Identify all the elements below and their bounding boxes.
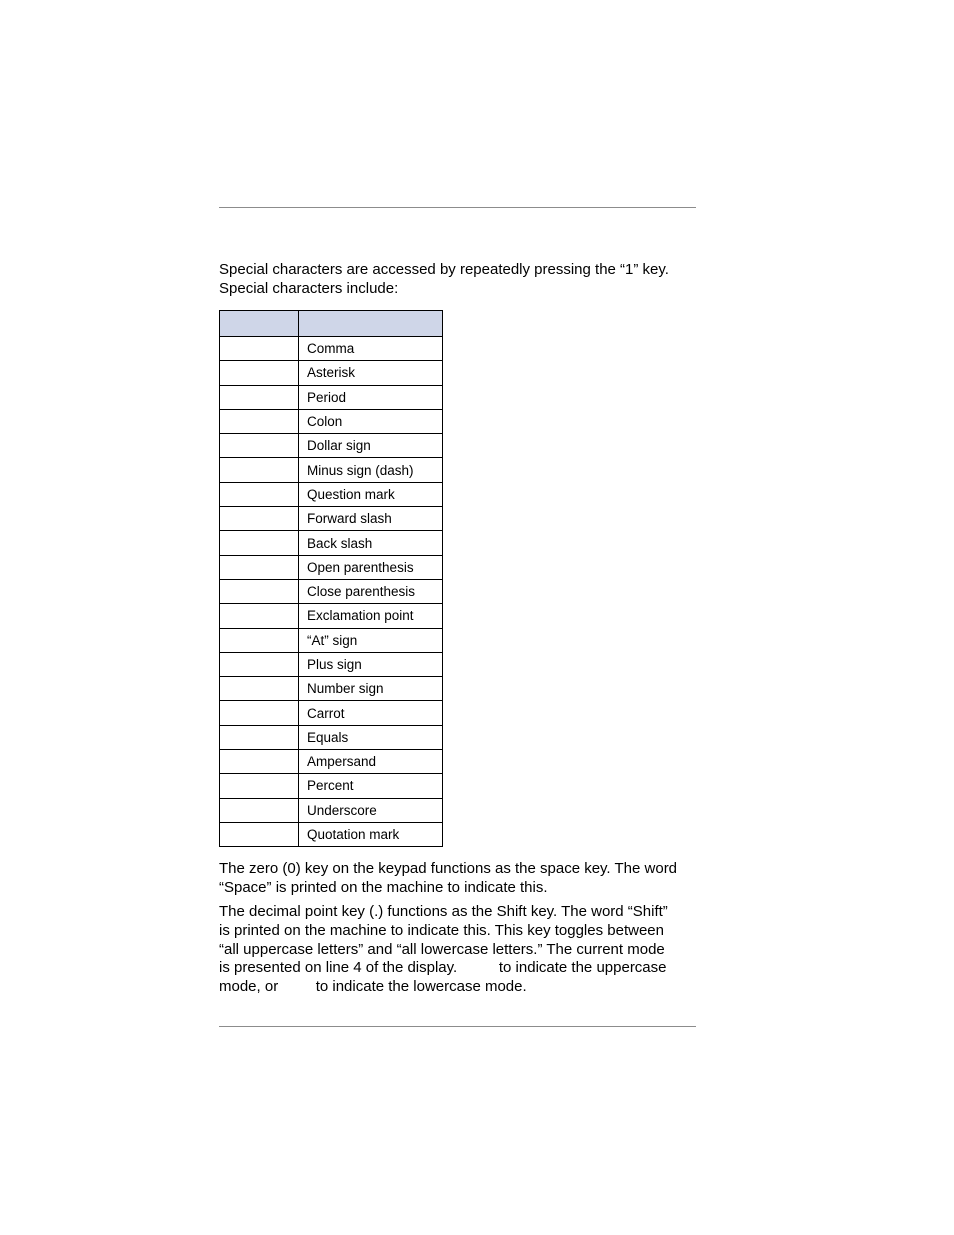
intro-line: Special characters are accessed by repeatedly pressing the “1” key.: [219, 261, 669, 278]
paragraph-line: “all uppercase letters” and “all lowercase letters.” The current mode: [219, 940, 665, 958]
table-row: [220, 482, 443, 506]
intro-paragraph: [219, 260, 699, 298]
paragraph-line: is presented on line 4 of the display. to indicate the uppercase: [219, 959, 667, 977]
table-row: [220, 507, 443, 531]
character-name-cell: Question mark: [299, 482, 443, 506]
character-name-cell: Close parenthesis: [299, 579, 443, 603]
special-characters-table: [219, 310, 443, 847]
table-header-row: [220, 311, 443, 337]
table-row: [220, 531, 443, 555]
character-cell: [220, 652, 299, 676]
character-name-cell: Quotation mark: [299, 822, 443, 846]
character-cell: [220, 822, 299, 846]
character-cell: [220, 701, 299, 725]
character-name-cell: Colon: [299, 409, 443, 433]
character-name-cell: Exclamation point: [299, 604, 443, 628]
character-name-cell: Percent: [299, 774, 443, 798]
table-row: [220, 579, 443, 603]
shift-key-paragraph: [219, 903, 699, 997]
character-cell: [220, 628, 299, 652]
table-row: [220, 652, 443, 676]
character-cell: [220, 409, 299, 433]
character-cell: [220, 507, 299, 531]
character-name-cell: Plus sign: [299, 652, 443, 676]
table-body: [220, 337, 443, 847]
character-cell: [220, 677, 299, 701]
table-row: [220, 555, 443, 579]
character-cell: [220, 604, 299, 628]
table-row: [220, 628, 443, 652]
paragraph-line: The zero (0) key on the keypad functions as the space key. The word: [219, 860, 678, 877]
table-header-character: [220, 311, 299, 337]
table-row: [220, 434, 443, 458]
character-name-cell: Carrot: [299, 701, 443, 725]
paragraph-line: mode, or to indicate the lowercase mode.: [219, 978, 527, 996]
character-name-cell: Open parenthesis: [299, 555, 443, 579]
table-row: [220, 604, 443, 628]
character-name-cell: Comma: [299, 337, 443, 361]
character-cell: [220, 361, 299, 385]
table-row: [220, 798, 443, 822]
top-divider: [219, 207, 696, 208]
character-cell: [220, 385, 299, 409]
paragraph-line: The decimal point key (.) functions as the Shift key. The word “Shift”: [219, 903, 668, 920]
character-cell: [220, 458, 299, 482]
character-cell: [220, 750, 299, 774]
paragraph-line: “Space” is printed on the machine to indicate this.: [219, 878, 548, 896]
character-cell: [220, 434, 299, 458]
character-cell: [220, 579, 299, 603]
character-name-cell: Minus sign (dash): [299, 458, 443, 482]
character-name-cell: Ampersand: [299, 750, 443, 774]
character-cell: [220, 725, 299, 749]
paragraph-line: is printed on the machine to indicate this. This key toggles between: [219, 921, 664, 939]
table-row: [220, 337, 443, 361]
character-name-cell: Equals: [299, 725, 443, 749]
character-name-cell: “At” sign: [299, 628, 443, 652]
space-key-paragraph: [219, 860, 699, 898]
table-row: [220, 385, 443, 409]
table-row: [220, 750, 443, 774]
table-row: [220, 774, 443, 798]
character-cell: [220, 798, 299, 822]
character-name-cell: Number sign: [299, 677, 443, 701]
character-cell: [220, 774, 299, 798]
bottom-divider: [219, 1026, 696, 1027]
character-cell: [220, 337, 299, 361]
character-name-cell: Back slash: [299, 531, 443, 555]
character-name-cell: Forward slash: [299, 507, 443, 531]
intro-line: Special characters include:: [219, 280, 399, 297]
table-row: [220, 725, 443, 749]
table-row: [220, 677, 443, 701]
table-header-description: [299, 311, 443, 337]
table-row: [220, 701, 443, 725]
character-name-cell: Period: [299, 385, 443, 409]
character-name-cell: Underscore: [299, 798, 443, 822]
table-row: [220, 822, 443, 846]
table-row: [220, 361, 443, 385]
character-cell: [220, 531, 299, 555]
table-row: [220, 409, 443, 433]
table-row: [220, 458, 443, 482]
character-cell: [220, 482, 299, 506]
character-name-cell: Asterisk: [299, 361, 443, 385]
character-cell: [220, 555, 299, 579]
character-name-cell: Dollar sign: [299, 434, 443, 458]
